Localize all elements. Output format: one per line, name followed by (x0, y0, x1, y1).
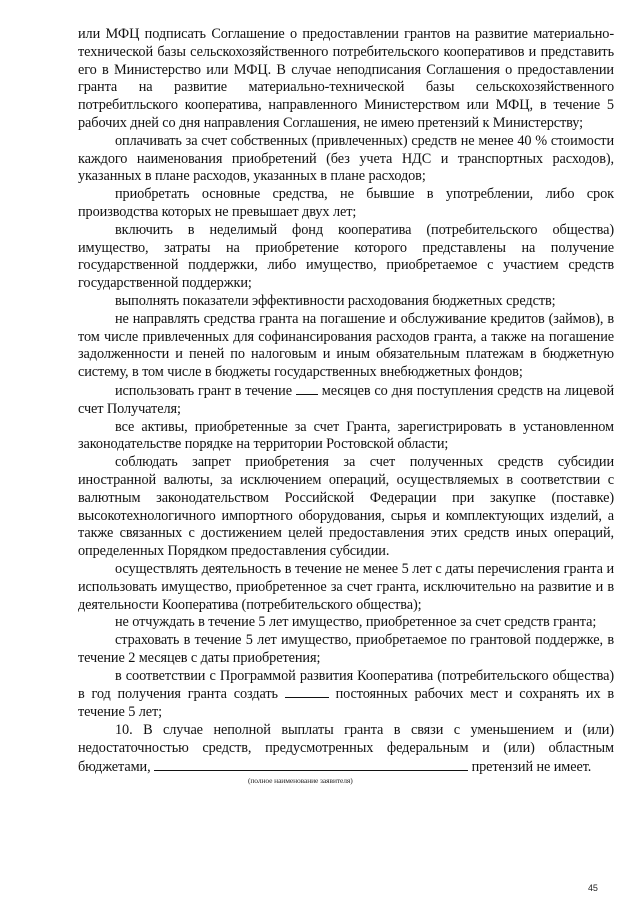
blank-field-jobs (285, 685, 329, 698)
paragraph-efficiency: выполнять показатели эффективности расходования бюджетных средств; (115, 292, 556, 309)
paragraph-jobs (78, 668, 614, 722)
paragraph-grant-usage-period (78, 382, 614, 419)
paragraph-text: 10. В случае неполной выплаты гранта в связи с уменьшением и (или) недостаточностью средств, предусмотренных федеральным и (или) областным бюджетами, (78, 722, 614, 775)
paragraph-text: постоянных рабочих мест и сохранять их в течение 5 лет; (78, 686, 614, 721)
paragraph-no-alienation: не отчуждать в течение 5 лет имущество, приобретенное за счет средств гранта; (115, 614, 597, 631)
paragraph-activity-period: осуществлять деятельность в течение не менее 5 лет с даты перечисления гранта и использовать имущество, приобретенное за счет гранта, исключительно на развитие и в деятельности Кооператива (потребительского общества); (78, 560, 614, 613)
paragraph-cofinancing: оплачивать за счет собственных (привлеченных) средств не менее 40 % стоимости каждого наименования приобретений (без учета НДС и транспортных расходов), указанных в плане расходов, указанных в плане расходов; (78, 132, 614, 185)
paragraph-insurance: страховать в течение 5 лет имущество, приобретаемое по грантовой поддержке, в течение 2 месяцев с даты приобретения; (78, 632, 614, 666)
blank-field-applicant-name (154, 758, 468, 771)
paragraph-currency-ban: соблюдать запрет приобретения за счет полученных средств субсидии иностранной валюты, за исключением операций, осуществляемых в соответствии с валютным законодательством Российской Федерации при закупке (поставке) высокотехнологичного импортного оборудования, сырья и комплектующих изделий, а также связанных с достижением целей предоставления этих средств иных операций, определенных Порядком предоставления субсидии. (78, 454, 614, 560)
paragraph-asset-registration: все активы, приобретенные за счет Гранта, зарегистрировать в установленном законодательстве порядке на территории Ростовской области; (78, 418, 614, 453)
paragraph-text: использовать грант в течение (115, 382, 292, 399)
paragraph-text: месяцев со дня поступления средств на лицевой счет Получателя; (78, 382, 614, 417)
paragraph-no-loan-repayment: не направлять средства гранта на погашение и обслуживание кредитов (займов), в том числе привлеченных для софинансирования расходов гранта, а также на погашение задолженности и пеней по налоговым и иным обязательным платежам в бюджетную систему, в том числе в бюджеты государственных внебюджетных фондов; (78, 310, 614, 381)
paragraph-agreement-signing: или МФЦ подписать Соглашение о предоставлении грантов на развитие материально-технической базы сельскохозяйственного потребительского кооперативов и представить его в Министерство или МФЦ. В случае неподписания Соглашения о предоставлении гранта на развитие материально-технической базы сельскохозяйственного потребитльского кооператива, направленного Министерством или МФЦ, в течение 5 рабочих дней со дня направления Соглашения, не имею претензий к Министерству; (78, 26, 614, 131)
applicant-name-caption: (полное наименование заявителя) (248, 776, 353, 786)
page-number: 45 (588, 883, 598, 893)
blank-field-months (296, 382, 318, 395)
paragraph-text: в соответствии с Программой развития Кооператива (потребительского общества) в год получения гранта создать (78, 667, 614, 703)
paragraph-no-claims (78, 722, 614, 776)
paragraph-fixed-assets: приобретать основные средства, не бывшие в употреблении, либо срок производства которых не превышает двух лет; (78, 186, 614, 220)
paragraph-text: претензий не имеет. (471, 758, 592, 775)
paragraph-indivisible-fund: включить в неделимый фонд кооператива (потребительского общества) имущество, затраты на приобретение которого представлены на получение государственной поддержки, либо имущество, приобретаемое с участием средств государственной поддержки; (78, 221, 614, 292)
